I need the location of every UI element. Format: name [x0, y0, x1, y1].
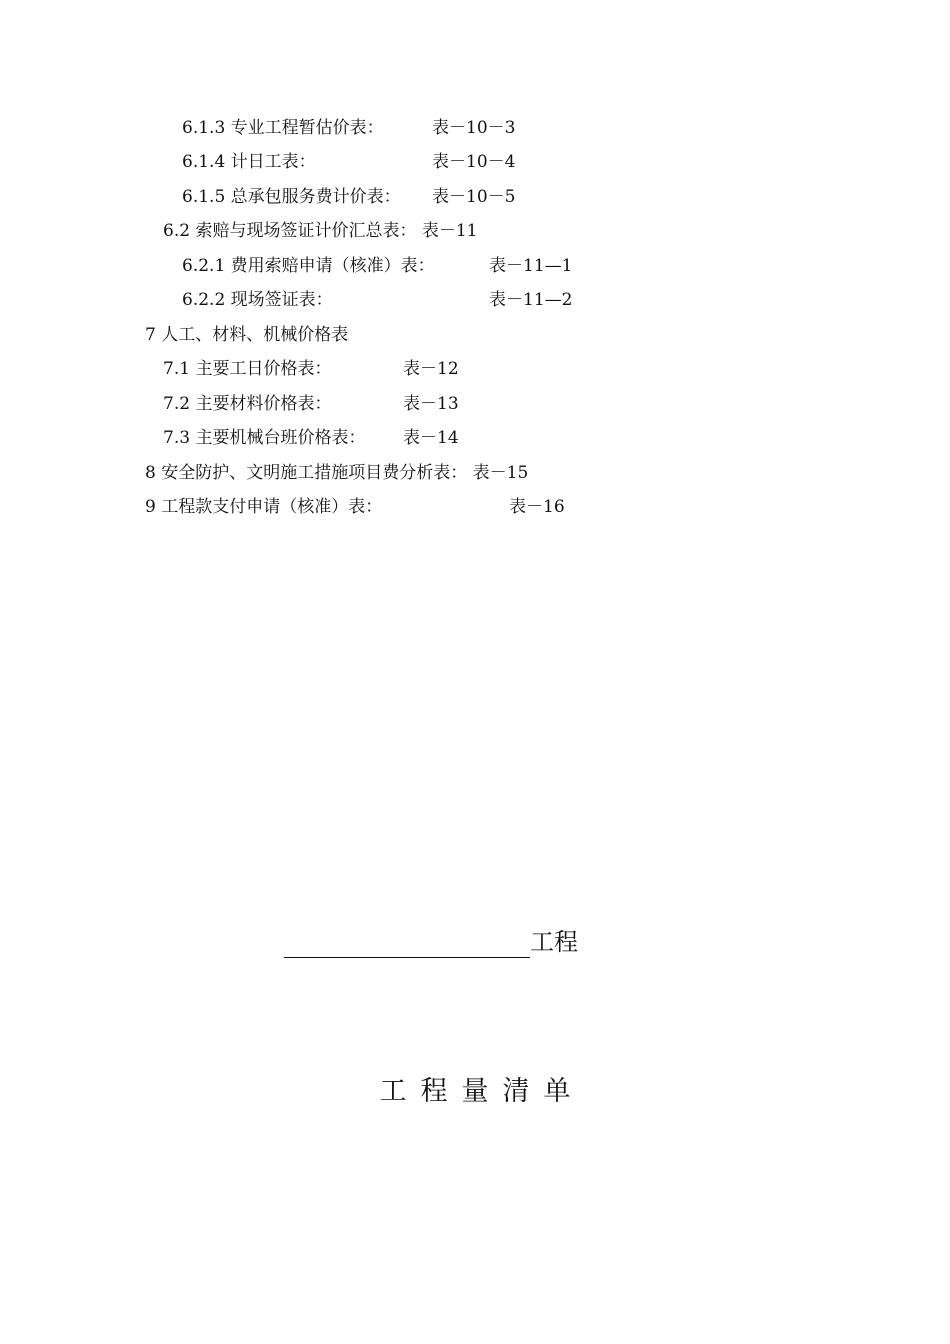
toc-item-6-1-4 [182, 151, 516, 173]
toc-item-7 [145, 324, 348, 346]
toc-ref: 表－10－3 [432, 118, 516, 138]
project-name-blank [284, 931, 530, 958]
toc-label: 8 安全防护、文明施工措施项目费分析表： [145, 463, 468, 483]
toc-ref: 表－14 [403, 428, 459, 448]
toc-ref: 表－12 [403, 359, 459, 379]
toc-item-6-1-3 [182, 117, 516, 139]
toc-item-9 [145, 496, 565, 518]
project-name-line [284, 926, 578, 958]
toc-ref: 表－15 [472, 463, 529, 483]
toc-ref: 表－10－5 [432, 187, 516, 207]
toc-ref: 表－11—1 [489, 256, 573, 276]
toc-label: 6.1.5 总承包服务费计价表： [182, 187, 401, 207]
toc-ref: 表－11—2 [489, 290, 573, 310]
document-title: 工程量清单 [379, 1076, 585, 1107]
toc-ref: 表－10－4 [432, 152, 516, 172]
toc-ref: 表－11 [421, 221, 478, 241]
toc-label: 6.2 索赔与现场签证计价汇总表： [163, 221, 417, 241]
toc-label: 7.3 主要机械台班价格表： [163, 428, 366, 448]
toc-label: 6.1.4 计日工表： [182, 152, 316, 172]
toc-item-6-2-2 [182, 289, 573, 311]
toc-label: 7.2 主要材料价格表： [163, 394, 332, 414]
toc-item-7-3 [163, 427, 459, 449]
toc-label: 6.2.2 现场签证表： [182, 290, 333, 310]
toc-ref: 表－16 [509, 497, 565, 517]
toc-label: 6.2.1 费用索赔申请（核准）表： [182, 256, 435, 276]
toc-item-7-1 [163, 358, 459, 380]
toc-label: 9 工程款支付申请（核准）表： [145, 497, 383, 517]
toc-item-7-2 [163, 393, 459, 415]
toc-label: 7 人工、材料、机械价格表 [145, 325, 349, 345]
toc-label: 7.1 主要工日价格表： [163, 359, 332, 379]
toc-item-6-2-1 [182, 255, 573, 277]
toc-label: 6.1.3 专业工程暂估价表： [182, 118, 384, 138]
toc-ref: 表－13 [403, 394, 459, 414]
project-suffix: 工程 [530, 928, 578, 956]
toc-item-6-2 [163, 220, 478, 242]
toc-item-6-1-5 [182, 186, 516, 208]
toc-item-8 [145, 462, 528, 484]
